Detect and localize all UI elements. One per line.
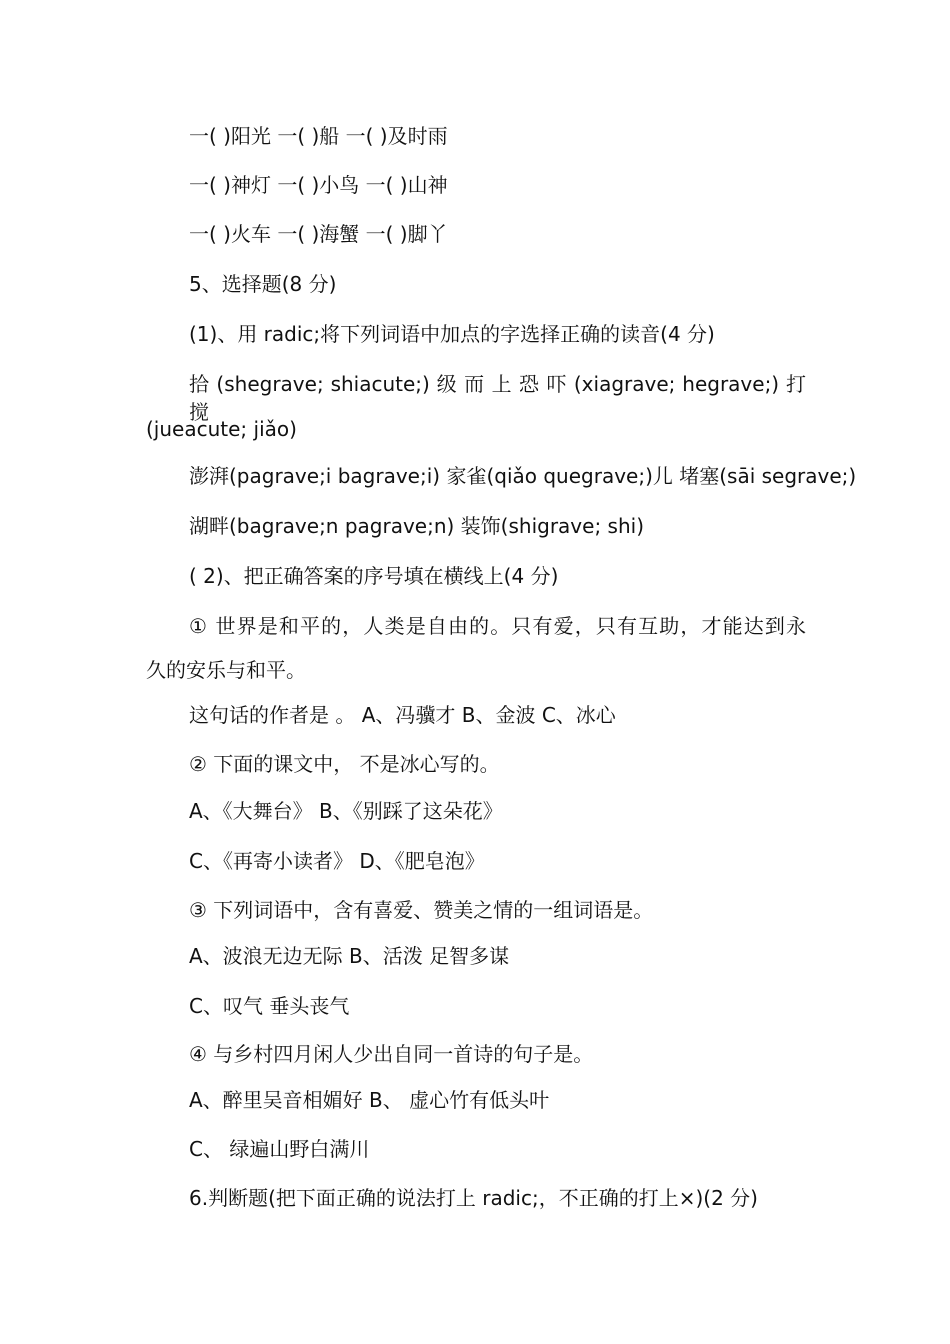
question-1-prompt: (1)、用 radic;将下列词语中加点的字选择正确的读音(4 分) xyxy=(189,322,715,346)
quote-line-1: ① 世界是和平的，人类是自由的。只有爱，只有互助，才能达到永 xyxy=(189,614,806,638)
author-question: 这句话的作者是 。 A、冯骥才 B、金波 C、冰心 xyxy=(189,703,616,727)
measure-word-line-1: 一( )阳光 一( )船 一( )及时雨 xyxy=(189,124,448,148)
pinyin-line-1-continued: (jueacute; jiǎo) xyxy=(146,417,297,441)
sub-question-4: ④ 与乡村四月闲人少出自同一首诗的句子是。 xyxy=(189,1042,594,1066)
pinyin-line-3: 湖畔(bagrave;n pagrave;n) 装饰(shigrave; shi) xyxy=(189,514,644,538)
sub-question-2-options-cd: C、《再寄小读者》 D、《肥皂泡》 xyxy=(189,849,485,873)
sub-question-3-option-c: C、叹气 垂头丧气 xyxy=(189,994,350,1018)
sub-question-4-option-c: C、 绿遍山野白满川 xyxy=(189,1137,370,1161)
question-2-prompt: ( 2)、把正确答案的序号填在横线上(4 分) xyxy=(189,564,559,588)
sub-question-2: ② 下面的课文中， 不是冰心写的。 xyxy=(189,752,500,776)
measure-word-line-2: 一( )神灯 一( )小鸟 一( )山神 xyxy=(189,173,448,197)
sub-question-4-options-ab: A、醉里吴音相媚好 B、 虚心竹有低头叶 xyxy=(189,1088,550,1112)
sub-question-2-options-ab: A、《大舞台》 B、《别踩了这朵花》 xyxy=(189,799,503,823)
quote-line-2: 久的安乐与和平。 xyxy=(146,658,306,682)
sub-question-3-options-ab: A、波浪无边无际 B、活泼 足智多谋 xyxy=(189,944,510,968)
pinyin-line-1: 拾 (shegrave; shiacute;) 级 而 上 恐 吓 (xiagrave; hegrave;) 打 搅 xyxy=(189,372,806,424)
sub-question-3: ③ 下列词语中，含有喜爱、赞美之情的一组词语是。 xyxy=(189,898,654,922)
measure-word-line-3: 一( )火车 一( )海蟹 一( )脚丫 xyxy=(189,222,448,246)
section-heading-6: 6.判断题(把下面正确的说法打上 radic;，不正确的打上×)(2 分) xyxy=(189,1186,758,1210)
pinyin-line-2: 澎湃(pagrave;i bagrave;i) 家雀(qiǎo quegrave;)儿 堵塞(sāi segrave;) xyxy=(189,464,857,488)
section-heading-5: 5、选择题(8 分) xyxy=(189,272,337,296)
